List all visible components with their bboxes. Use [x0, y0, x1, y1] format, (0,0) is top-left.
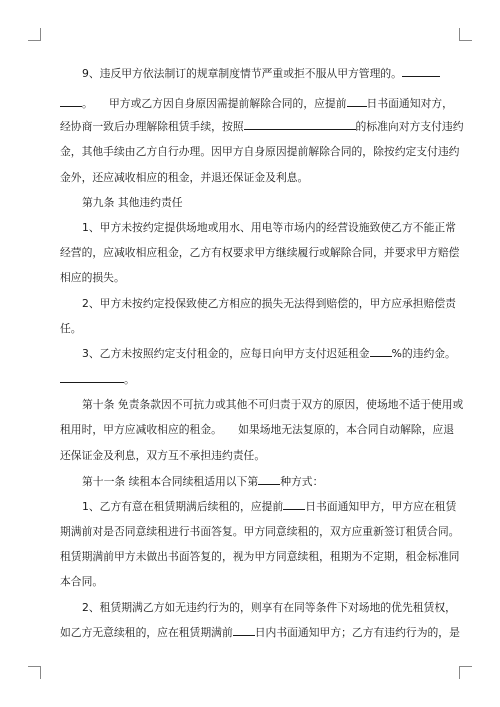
text-line	[60, 373, 135, 387]
text-run: 。	[124, 373, 135, 386]
text-line	[82, 347, 456, 361]
text-line	[60, 120, 464, 134]
text-run: 1、甲方未按约定提供场地或用水、用电等市场内的经营设施致使乙方不能正常	[82, 221, 456, 234]
fill-in-blank	[244, 128, 356, 130]
text-line	[82, 297, 456, 311]
text-run: 金外，还应减收相应的租金，并退还保证金及利息。	[60, 171, 309, 184]
text-run: 第十条 免责条款因不可抗力或其他不可归责于双方的原因，使场地不适于使用或	[82, 398, 464, 411]
crop-mark-bottom-left	[28, 666, 41, 679]
text-run: 第九条 其他违约责任	[82, 196, 183, 209]
text-run: 还保证金及利息，双方互不承担违约责任。	[60, 449, 266, 462]
text-line	[82, 67, 440, 81]
text-line	[60, 145, 459, 159]
text-run: 经营的，应减收相应租金，乙方有权要求甲方继续履行或解除合同，并要求甲方赔偿	[60, 246, 460, 259]
text-line	[60, 97, 453, 111]
text-run: 经协商一致后办理解除租赁手续，按照	[60, 120, 244, 133]
text-run: 期满前对是否同意续租进行书面答复。甲方同意续租的，双方应重新签订租赁合同。	[60, 525, 460, 538]
fill-in-blank	[347, 105, 367, 107]
text-run: 种方式：	[280, 475, 324, 488]
text-line	[82, 500, 456, 514]
text-run: 日书面通知甲方，甲方应在租赁	[305, 500, 457, 513]
text-run: 如乙方无意续租的，应在租赁期满前	[60, 626, 233, 639]
text-run: 1、乙方有意在租赁期满后续租的，应提前	[82, 500, 284, 513]
text-run: 第十一条 续租本合同续租适用以下第	[82, 475, 259, 488]
text-run: 9、违反甲方依法制订的规章制度情节严重或拒不服从甲方管理的。	[82, 67, 402, 80]
fill-in-blank	[370, 355, 392, 357]
text-line	[60, 575, 103, 589]
text-run: 相应的损失。	[60, 271, 125, 284]
text-run: 2、租赁期满乙方如无违约行为的，则享有在同等条件下对场地的优先租赁权，	[82, 601, 456, 614]
crop-mark-bottom-right	[459, 666, 472, 679]
fill-in-blank	[60, 105, 82, 107]
text-run: 金，其他手续由乙方自行办理。因甲方自身原因提前解除合同的，除按约定支付违约	[60, 145, 460, 158]
fill-in-blank	[60, 381, 124, 383]
fill-in-blank	[233, 634, 255, 636]
text-line	[82, 475, 323, 489]
text-line	[60, 525, 459, 539]
text-run: 3、乙方未按照约定支付租金的，应每日向甲方支付迟延租金	[82, 347, 370, 360]
text-line	[82, 601, 456, 615]
text-run: 租赁期满前甲方未做出书面答复的，视为甲方同意续租，租期为不定期，租金标准同	[60, 550, 460, 563]
text-line	[60, 322, 82, 336]
text-line	[60, 449, 265, 463]
text-run: 日内书面通知甲方；乙方有违约行为的，是	[254, 626, 460, 639]
text-run: 的标准向对方支付违约	[355, 120, 464, 133]
text-run: 任。	[60, 322, 82, 335]
text-line	[60, 171, 308, 185]
text-line	[82, 196, 183, 210]
fill-in-blank	[283, 508, 305, 510]
crop-mark-top-left	[28, 28, 41, 41]
text-run: %的违约金。	[391, 347, 456, 360]
text-run: 日书面通知对方，	[366, 97, 453, 110]
text-run: 租用时，甲方应减收相应的租金。 如果场地无法复原的，本合同自动解除，应退	[60, 423, 455, 436]
text-line	[82, 398, 463, 412]
text-run: 。 甲方或乙方因自身原因需提前解除合同的，应提前	[82, 97, 347, 110]
crop-mark-top-right	[459, 28, 472, 41]
text-line	[60, 246, 459, 260]
fill-in-blank	[402, 75, 440, 77]
text-line	[60, 626, 460, 640]
text-line	[82, 221, 456, 235]
text-line	[60, 550, 459, 564]
text-run: 2、甲方未按约定投保致使乙方相应的损失无法得到赔偿的，甲方应承担赔偿责	[82, 297, 456, 310]
text-line	[60, 271, 125, 285]
fill-in-blank	[258, 483, 280, 485]
text-run: 本合同。	[60, 575, 104, 588]
text-line	[60, 423, 454, 437]
